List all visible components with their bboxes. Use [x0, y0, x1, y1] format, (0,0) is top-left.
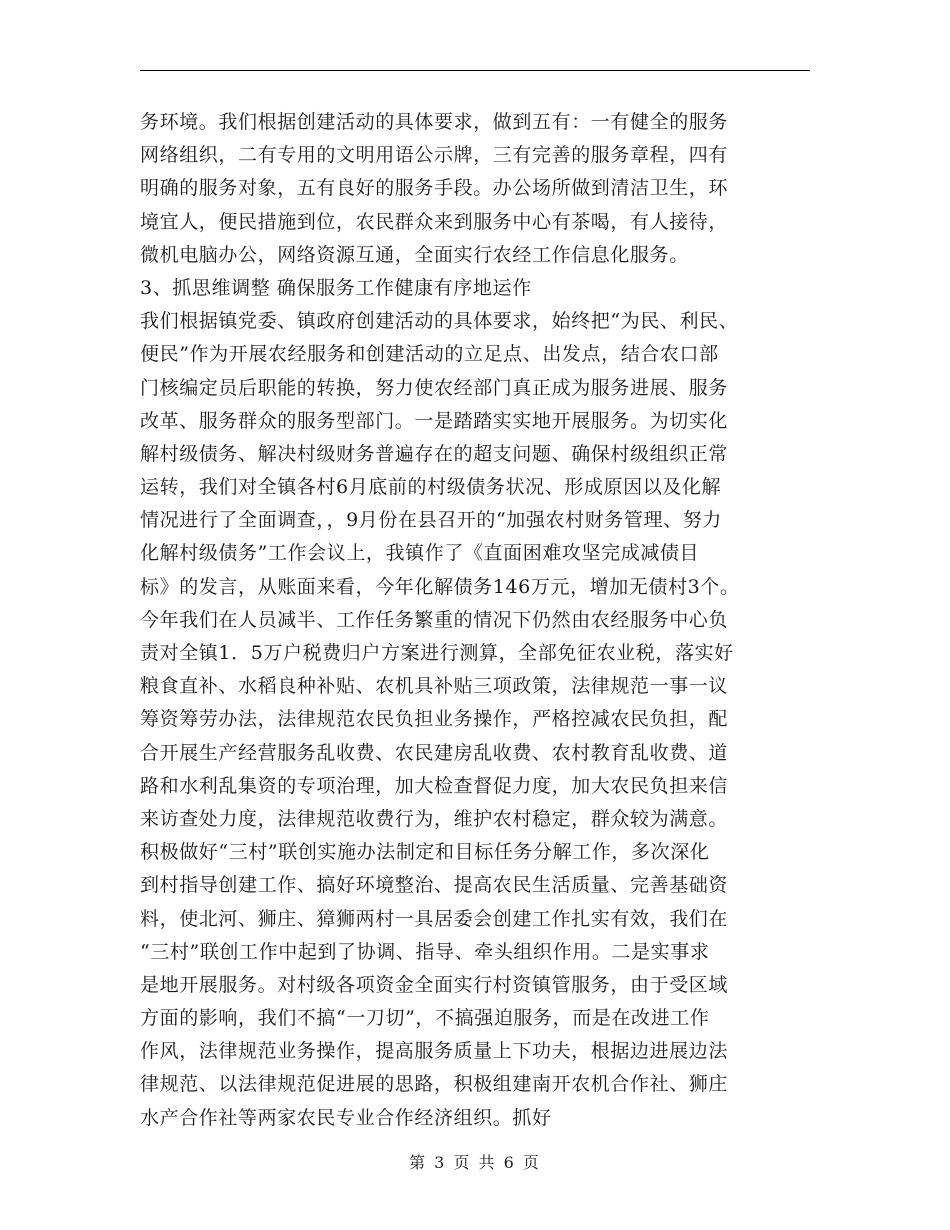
text-line: 是地开展服务。对村级各项资金全面实行村资镇管服务，由于受区域: [140, 973, 729, 996]
text-line: 门核编定员后职能的转换，努力使农经部门真正成为服务进展、服务: [140, 376, 729, 399]
text-line: 微机电脑办公，网络资源互通，全面实行农经工作信息化服务。: [140, 243, 689, 266]
text-line: 料，使北河、狮庄、獐狮两村一具居委会创建工作扎实有效，我们在: [140, 907, 729, 930]
text-line: 明确的服务对象，五有良好的服务手段。办公场所做到清洁卫生，环: [140, 177, 729, 200]
text-line: 运转，我们对全镇各村6月底前的村级债务状况、形成原因以及化解: [140, 476, 722, 499]
text-line: 网络组织，二有专用的文明用语公示牌，三有完善的服务章程，四有: [140, 144, 729, 167]
text-line: 今年我们在人员减半、工作任务繁重的情况下仍然由农经服务中心负: [140, 608, 729, 631]
text-line: 水产合作社等两家农民专业合作经济组织。抓好: [140, 1106, 552, 1129]
text-line: 情况进行了全面调查，，9月份在县召开的“加强农村财务管理、努力: [140, 509, 722, 532]
text-line: 标》的发言，从账面来看，今年化解债务146万元，增加无债村3个。: [140, 575, 740, 598]
text-line: 方面的影响，我们不搞“一刀切”，不搞强迫服务，而是在改进工作: [140, 1007, 710, 1030]
text-line: 筹资筹劳办法，法律规范农民负担业务操作，严格控减农民负担，配: [140, 708, 729, 731]
text-line: 路和水利乱集资的专项治理，加大检查督促力度，加大农民负担来信: [140, 774, 729, 797]
text-line: 解村级债务、解决村级财务普遍存在的超支问题、确保村级组织正常: [140, 442, 729, 465]
text-line: 境宜人，便民措施到位，农民群众来到服务中心有茶喝，有人接待，: [140, 210, 729, 233]
text-line: 律规范、以法律规范促进展的思路，积极组建南开农机合作社、狮庄: [140, 1073, 729, 1096]
text-line: 粮食直补、水稻良种补贴、农机具补贴三项政策，法律规范一事一议: [140, 675, 729, 698]
text-line: 务环境。我们根据创建活动的具体要求，做到五有：一有健全的服务: [140, 111, 729, 133]
text-line: 作风，法律规范业务操作，提高服务质量上下功夫，根据边进展边法: [140, 1040, 729, 1063]
text-line: 3、抓思维调整 确保服务工作健康有序地运作: [140, 276, 532, 299]
body-text: [140, 106, 830, 1135]
text-line: “三村”联创工作中起到了协调、指导、牵头组织作用。二是实事求: [140, 940, 710, 963]
text-line: 责对全镇1．5万户税费归户方案进行测算，全部免征农业税，落实好: [140, 642, 734, 664]
text-line: 积极做好“三村”联创实施办法制定和目标任务分解工作，多次深化: [140, 841, 710, 864]
text-line: 合开展生产经营服务乱收费、农民建房乱收费、农村教育乱收费、道: [140, 741, 729, 764]
header-rule: [140, 70, 810, 71]
text-line: 便民”作为开展农经服务和创建活动的立足点、出发点，结合农口部: [140, 343, 719, 366]
text-line: 化解村级债务”工作会议上，我镇作了《直面困难攻坚完成减债目: [140, 542, 700, 565]
text-line: 改革、服务群众的服务型部门。一是踏踏实实地开展服务。为切实化: [140, 409, 729, 432]
text-line: 来访查处力度，法律规范收费行为，维护农村稳定，群众较为满意。: [140, 807, 729, 830]
text-line: 我们根据镇党委、镇政府创建活动的具体要求，始终把“为民、利民、: [140, 310, 739, 333]
text-line: 到村指导创建工作、搞好环境整治、提高农民生活质量、完善基础资: [140, 874, 729, 897]
page-footer: 第 3 页 共 6 页: [409, 1153, 541, 1172]
